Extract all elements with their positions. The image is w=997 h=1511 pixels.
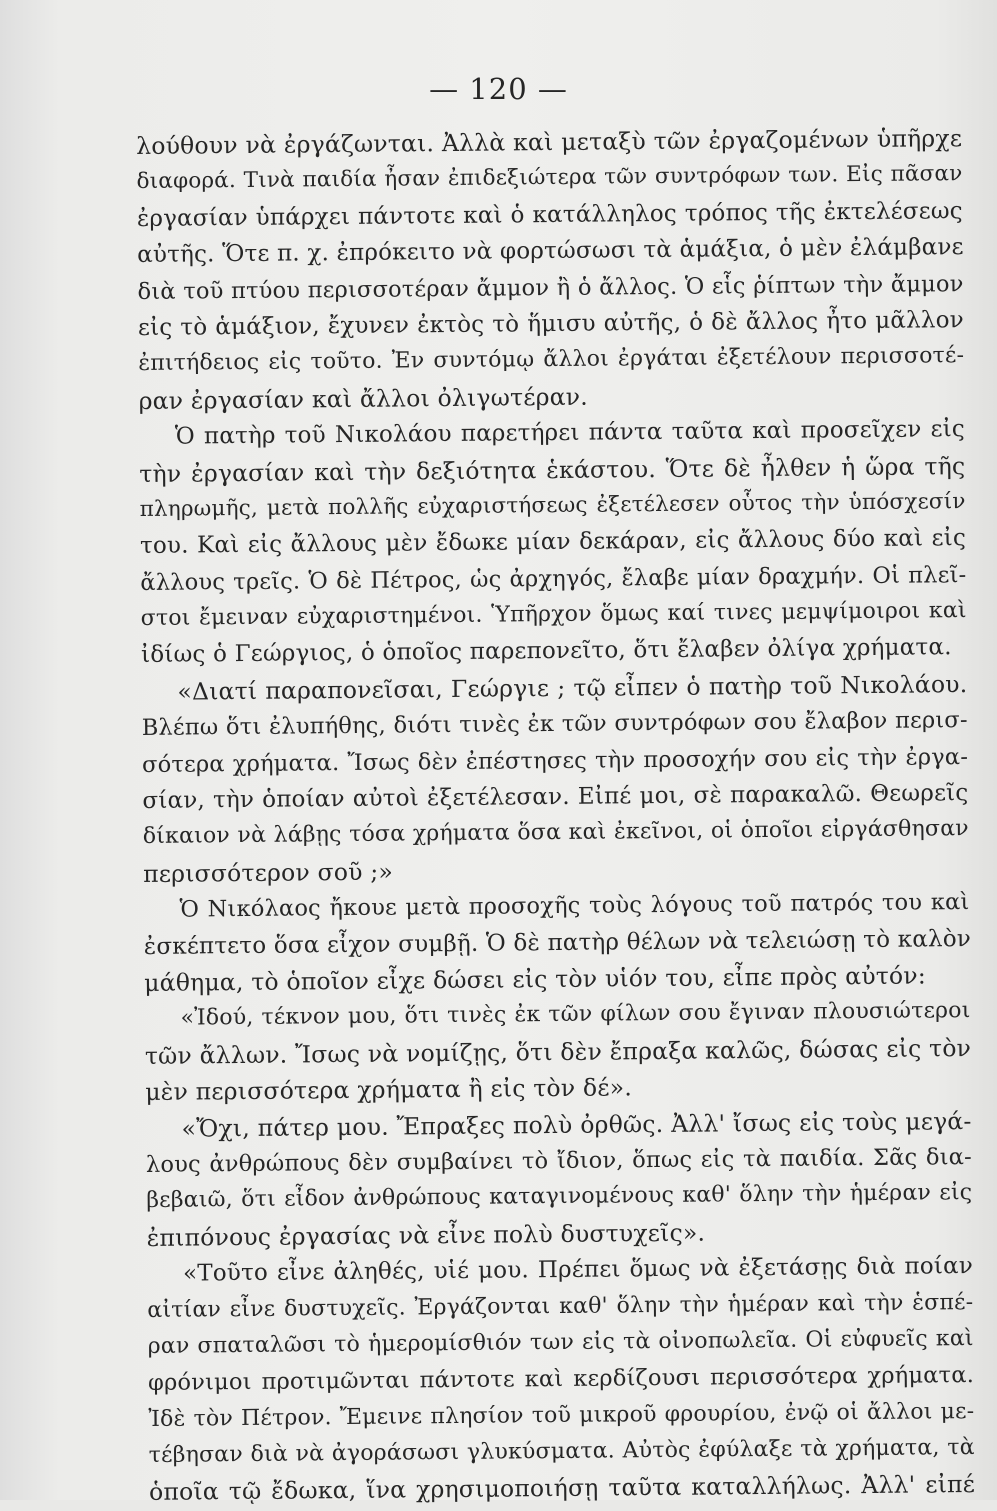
- text-line: σότερα χρήματα. Ἴσως δὲν ἐπέστησες τὴν προσοχήν σου εἰς τὴν ἐργα-: [141, 743, 969, 778]
- text-line: ραν σπαταλῶσι τὸ ἡμερομίσθιόν των εἰς τὰ οἰνοπωλεῖα. Οἱ εὐφυεῖς καὶ: [147, 1325, 974, 1359]
- text-line: αἰτίαν εἶνε δυστυχεῖς. Ἐργάζονται καθ' ὅλην τὴν ἡμέραν καὶ τὴν ἑσπέ-: [147, 1289, 974, 1323]
- text-line: λους ἀνθρώπους δὲν συμβαίνει τὸ ἴδιον, ὅπως εἰς τὰ παιδία. Σᾶς δια-: [145, 1143, 973, 1178]
- text-line: «Τοῦτο εἶνε ἀληθές, υἱέ μου. Πρέπει ὅμως νὰ ἐξετάσῃς διὰ ποίαν: [182, 1253, 974, 1287]
- body-text: [136, 120, 975, 1511]
- text-line: ἰδίως ὁ Γεώργιος, ὁ ὁποῖος παρεπονεῖτο, ὅτι ἔλαβεν ὀλίγα χρήματα.: [140, 634, 952, 669]
- text-line: εἰς τὸ ἁμάξιον, ἔχυνεν ἐκτὸς τὸ ἥμισυ αὐτῆς, ὁ δὲ ἄλλος ἦτο μᾶλλον: [137, 307, 965, 341]
- text-line: Ὁ Νικόλαος ἤκουε μετὰ προσοχῆς τοὺς λόγους τοῦ πατρός του καὶ: [179, 889, 970, 923]
- text-line: αὐτῆς. Ὅτε π. χ. ἐπρόκειτο νὰ φορτώσωσι τὰ ἁμάξια, ὁ μὲν ἐλάμβανε: [137, 234, 964, 269]
- text-line: ὁποῖα τῷ ἔδωκα, ἵνα χρησιμοποιήσῃ ταῦτα καταλλήλως. Ἀλλ' εἰπέ: [148, 1470, 976, 1507]
- text-line: διαφορά. Τινὰ παιδία ἦσαν ἐπιδεξιώτερα τῶν συντρόφων των. Εἰς πᾶσαν: [136, 161, 963, 195]
- text-line: στοι ἔμειναν εὐχαριστημένοι. Ὑπῆρχον ὅμως καί τινες μεμψίμοιροι καὶ: [140, 598, 967, 632]
- text-line: διὰ τοῦ πτύου περισσοτέραν ἄμμον ἢ ὁ ἄλλος. Ὁ εἷς ῥίπτων τὴν ἄμμον: [137, 270, 964, 305]
- text-line: σίαν, τὴν ὁποίαν αὐτοὶ ἐξετέλεσαν. Εἰπέ μοι, σὲ παρακαλῶ. Θεωρεῖς: [142, 780, 969, 814]
- text-line: πληρωμῆς, μετὰ πολλῆς εὐχαριστήσεως ἐξετέλεσεν οὗτος τὴν ὑπόσχεσίν: [139, 488, 966, 522]
- text-line: του. Καὶ εἰς ἄλλους μὲν ἔδωκε μίαν δεκάραν, εἰς ἄλλους δύο καὶ εἰς: [139, 525, 967, 560]
- text-line: ἐργασίαν ὑπάρχει πάντοτε καὶ ὁ κατάλληλος τρόπος τῆς ἐκτελέσεως: [136, 197, 963, 232]
- text-line: φρόνιμοι προτιμῶνται πάντοτε καὶ κερδίζουσι περισσότερα χρήματα.: [147, 1362, 975, 1397]
- text-line: ραν ἐργασίαν καὶ ἄλλοι ὀλιγωτέραν.: [138, 382, 589, 415]
- text-line: τέβησαν διὰ νὰ ἀγοράσωσι γλυκύσματα. Αὐτὸς ἐφύλαξε τὰ χρήματα, τὰ: [148, 1435, 975, 1469]
- text-line: Βλέπω ὅτι ἐλυπήθης, διότι τινὲς ἐκ τῶν συντρόφων σου ἔλαβον περισ-: [141, 707, 968, 742]
- text-line: «Ἰδού, τέκνον μου, ὅτι τινὲς ἐκ τῶν φίλων σου ἔγιναν πλουσιώτεροι: [180, 998, 971, 1031]
- text-line: «Ὄχι, πάτερ μου. Ἔπραξες πολὺ ὀρθῶς. Ἀλλ' ἴσως εἰς τοὺς μεγά-: [181, 1106, 972, 1143]
- text-line: ἐπιπόνους ἐργασίας νὰ εἶνε πολὺ δυστυχεῖς».: [146, 1218, 706, 1252]
- text-line: μάθημα, τὸ ὁποῖον εἶχε δώσει εἰς τὸν υἱόν του, εἶπε πρὸς αὐτόν:: [144, 961, 927, 997]
- text-line: δίκαιον νὰ λάβῃς τόσα χρήματα ὅσα καὶ ἐκεῖνοι, οἱ ὁποῖοι εἰργάσθησαν: [142, 816, 969, 850]
- page-number: — 120 —: [429, 72, 568, 106]
- text-line: περισσότερον σοῦ ;»: [143, 857, 394, 888]
- text-line: «Διατί παραπονεῖσαι, Γεώργιε ; τῷ εἶπεν ὁ πατὴρ τοῦ Νικολάου.: [177, 669, 968, 706]
- text-line: τῶν ἄλλων. Ἴσως νὰ νομίζῃς, ὅτι δὲν ἔπραξα καλῶς, δώσας εἰς τὸν: [144, 1033, 972, 1070]
- text-line: Ἰδὲ τὸν Πέτρον. Ἔμεινε πλησίον τοῦ μικροῦ φρουρίου, ἐνῷ οἱ ἄλλοι με-: [148, 1398, 975, 1432]
- text-line: ἐπιτήδειος εἰς τοῦτο. Ἐν συντόμῳ ἄλλοι ἐργάται ἐξετέλουν περισσοτέ-: [138, 343, 965, 377]
- text-line: λούθουν νὰ ἐργάζωνται. Ἀλλὰ καὶ μεταξὺ τῶν ἐργαζομένων ὑπῆρχε: [136, 124, 963, 160]
- text-line: μὲν περισσότερα χρήματα ἢ εἰς τὸν δέ».: [145, 1073, 633, 1107]
- text-line: ἐσκέπτετο ὅσα εἶχον συμβῇ. Ὁ δὲ πατὴρ θέλων νὰ τελειώσῃ τὸ καλὸν: [143, 925, 972, 960]
- text-line: ἄλλους τρεῖς. Ὁ δὲ Πέτρος, ὡς ἀρχηγός, ἔλαβε μίαν δραχμήν. Οἱ πλεῖ-: [140, 561, 967, 596]
- text-line: τὴν ἐργασίαν καὶ τὴν δεξιότητα ἑκάστου. Ὅτε δὲ ἦλθεν ἡ ὥρα τῆς: [139, 451, 966, 488]
- text-line: βεβαιῶ, ὅτι εἶδον ἀνθρώπους καταγινομένους καθ' ὅλην τὴν ἡμέραν εἰς: [146, 1180, 973, 1214]
- text-line: Ὁ πατὴρ τοῦ Νικολάου παρετήρει πάντα ταῦτα καὶ προσεῖχεν εἰς: [174, 416, 966, 450]
